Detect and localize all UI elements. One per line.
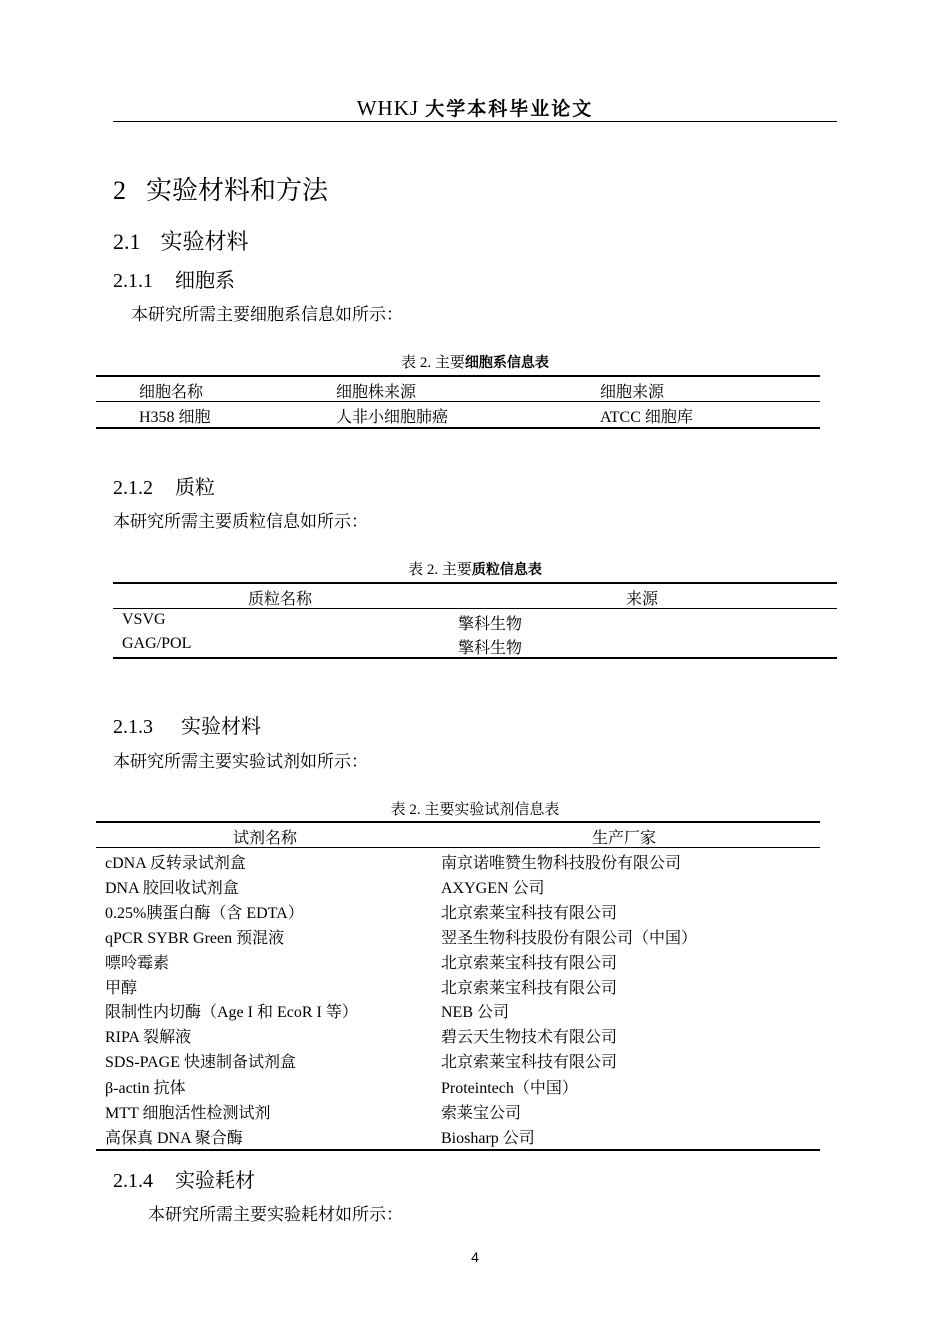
- table-cell: β-actin 抗体: [105, 1080, 186, 1097]
- table-header-rule: [96, 401, 820, 402]
- subsection-number: 2.1.1: [113, 270, 153, 292]
- table-cell: Proteintech（中国）: [441, 1080, 578, 1097]
- table-cell: 0.25%胰蛋白酶（含 EDTA）: [105, 905, 304, 922]
- running-header: [0, 94, 950, 121]
- table-cell: DNA 胶回收试剂盒: [105, 880, 239, 897]
- table-header-cell: 细胞株来源: [336, 384, 417, 401]
- intro-paragraph-cell-lines: 本研究所需主要细胞系信息如所示：: [131, 305, 403, 324]
- table-cell: 北京索莱宝科技有限公司: [441, 1054, 618, 1071]
- subsection-number: 2.1.3: [113, 716, 153, 738]
- table-cell: NEB 公司: [441, 1004, 510, 1021]
- subsection-title: 实验耗材: [175, 1168, 255, 1192]
- table-header-cell: 细胞来源: [600, 384, 665, 401]
- table-caption-plasmids: [0, 558, 950, 579]
- table-cell: 碧云天生物技术有限公司: [441, 1029, 618, 1046]
- table-cell: 擎科生物: [458, 640, 523, 657]
- table-cell: MTT 细胞活性检测试剂: [105, 1105, 271, 1122]
- table-cell: qPCR SYBR Green 预混液: [105, 930, 285, 947]
- table-cell: 擎科生物: [458, 616, 523, 633]
- table-cell: 翌圣生物科技股份有限公司（中国）: [441, 930, 698, 947]
- table-cell: Biosharp 公司: [441, 1130, 535, 1147]
- chapter-title: 实验材料和方法: [146, 176, 329, 206]
- intro-paragraph-consumables: 本研究所需主要实验耗材如所示：: [148, 1205, 403, 1224]
- subsection-title: 质粒: [175, 475, 215, 499]
- header-title: 大学本科毕业论文: [425, 98, 594, 120]
- section-title: 实验材料: [160, 230, 249, 255]
- table-cell: 索莱宝公司: [441, 1105, 522, 1122]
- table-cell: 北京索莱宝科技有限公司: [441, 955, 618, 972]
- caption-bold: 质粒信息表: [471, 562, 542, 578]
- table-cell: VSVG: [122, 611, 166, 628]
- table-cell: 嘌呤霉素: [105, 955, 170, 972]
- table-header-cell: 生产厂家: [592, 830, 657, 847]
- table-top-rule: [96, 375, 820, 377]
- table-cell: 人非小细胞肺癌: [336, 409, 449, 426]
- table-cell: 北京索莱宝科技有限公司: [441, 980, 618, 997]
- table-cell: AXYGEN 公司: [441, 880, 545, 897]
- subsection-heading-2-1-3: [113, 710, 261, 739]
- table-cell: SDS-PAGE 快速制备试剂盒: [105, 1054, 296, 1071]
- subsection-title: 细胞系: [175, 268, 235, 292]
- table-bottom-rule: [96, 427, 820, 429]
- subsection-number: 2.1.2: [113, 477, 153, 499]
- table-cell: GAG/POL: [122, 635, 192, 652]
- table-header-cell: 质粒名称: [248, 591, 313, 608]
- table-bottom-rule: [113, 657, 837, 659]
- subsection-number: 2.1.4: [113, 1170, 153, 1192]
- header-prefix: WHKJ: [356, 96, 420, 120]
- table-bottom-rule: [96, 1149, 820, 1151]
- table-header-rule: [96, 847, 820, 848]
- table-cell: H358 细胞: [139, 409, 211, 426]
- chapter-number: 2: [113, 176, 126, 205]
- caption-prefix: 表 2. 主要: [401, 355, 465, 371]
- table-cell: 甲醇: [105, 980, 138, 997]
- table-header-cell: 试剂名称: [233, 830, 298, 847]
- intro-paragraph-reagents: 本研究所需主要实验试剂如所示：: [113, 752, 368, 771]
- subsection-title: 实验材料: [181, 714, 261, 738]
- header-divider: [113, 121, 837, 122]
- table-caption-reagents: 表 2. 主要实验试剂信息表: [390, 802, 560, 818]
- table-header-cell: 细胞名称: [139, 384, 204, 401]
- caption-bold: 细胞系信息表: [464, 355, 549, 371]
- table-cell: 高保真 DNA 聚合酶: [105, 1130, 243, 1147]
- subsection-heading-2-1-1: [113, 264, 235, 293]
- section-heading-2-1: [113, 225, 249, 256]
- subsection-heading-2-1-4: [113, 1164, 255, 1193]
- table-header-cell: 来源: [626, 591, 659, 608]
- table-cell: 南京诺唯赞生物科技股份有限公司: [441, 855, 682, 872]
- chapter-heading: [113, 170, 328, 207]
- table-top-rule: [113, 582, 837, 584]
- table-top-rule: [96, 821, 820, 823]
- subsection-heading-2-1-2: [113, 471, 215, 500]
- table-cell: ATCC 细胞库: [600, 409, 693, 426]
- section-number: 2.1: [113, 229, 141, 254]
- table-caption-cell-lines: [0, 351, 950, 372]
- table-cell: 北京索莱宝科技有限公司: [441, 905, 618, 922]
- page-number: 4: [471, 1249, 479, 1265]
- table-cell: cDNA 反转录试剂盒: [105, 855, 246, 872]
- intro-paragraph-plasmids: 本研究所需主要质粒信息如所示：: [113, 512, 368, 531]
- table-cell: RIPA 裂解液: [105, 1029, 192, 1046]
- table-cell: 限制性内切酶（Age I 和 EcoR I 等）: [105, 1004, 358, 1021]
- table-header-rule: [113, 608, 837, 609]
- caption-prefix: 表 2. 主要: [408, 562, 472, 578]
